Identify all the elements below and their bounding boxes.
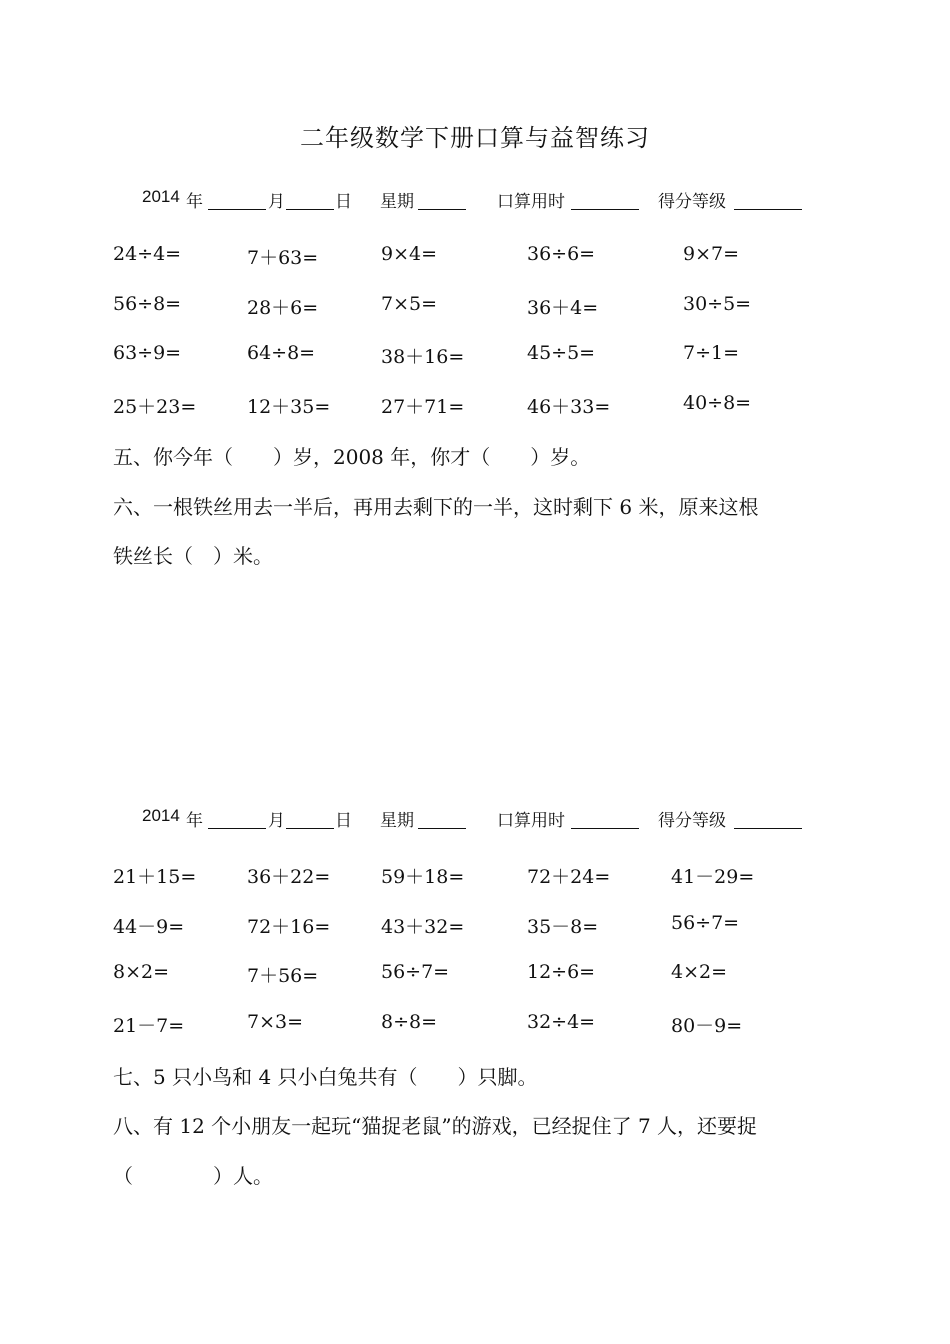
arithmetic-item: 64÷8=	[247, 342, 316, 364]
worksheet-title: 二年级数学下册口算与益智练习	[300, 124, 650, 152]
month-label: 月	[268, 192, 285, 212]
arithmetic-item: 40÷8=	[683, 392, 752, 414]
arithmetic-item: 32÷4=	[527, 1011, 596, 1033]
arithmetic-item: 12＋35=	[247, 396, 331, 418]
month-label: 月	[268, 811, 285, 831]
arithmetic-item: 56÷8=	[113, 293, 182, 315]
word-problem-8-continued: （ ）人。	[113, 1164, 273, 1188]
grade-label: 得分等级	[658, 192, 726, 212]
word-problem-6: 六、一根铁丝用去一半后，再用去剩下的一半，这时剩下 6 米，原来这根	[113, 495, 759, 519]
word-problem-8: 八、有 12 个小朋友一起玩“猫捉老鼠”的游戏，已经捉住了 7 人，还要捉	[113, 1114, 758, 1138]
word-problem-7: 七、5 只小鸟和 4 只小白兔共有（ ）只脚。	[113, 1065, 538, 1089]
arithmetic-item: 56÷7=	[671, 912, 740, 934]
year-label: 年	[186, 811, 203, 831]
arithmetic-item: 28＋6=	[247, 297, 319, 319]
time-used-label: 口算用时	[497, 811, 565, 831]
arithmetic-item: 38＋16=	[381, 346, 465, 368]
arithmetic-item: 35－8=	[527, 916, 599, 938]
arithmetic-item: 45÷5=	[527, 342, 596, 364]
arithmetic-item: 36＋4=	[527, 297, 599, 319]
weekday-label: 星期	[380, 192, 414, 212]
arithmetic-row	[113, 1011, 853, 1041]
time-used-blank[interactable]	[571, 209, 639, 210]
grade-blank[interactable]	[734, 828, 802, 829]
arithmetic-item: 36÷6=	[527, 243, 596, 265]
arithmetic-item: 21－7=	[113, 1015, 185, 1037]
day-label: 日	[335, 192, 352, 212]
day-blank[interactable]	[286, 209, 334, 210]
weekday-label: 星期	[380, 811, 414, 831]
arithmetic-item: 7×3=	[247, 1011, 304, 1033]
weekday-blank[interactable]	[418, 209, 466, 210]
arithmetic-item: 7＋56=	[247, 965, 319, 987]
arithmetic-item: 59＋18=	[381, 866, 465, 888]
arithmetic-row	[113, 961, 853, 991]
arithmetic-item: 56÷7=	[381, 961, 450, 983]
day-blank[interactable]	[286, 828, 334, 829]
arithmetic-item: 12÷6=	[527, 961, 596, 983]
arithmetic-row	[113, 293, 853, 323]
arithmetic-item: 27＋71=	[381, 396, 465, 418]
arithmetic-item: 72＋24=	[527, 866, 611, 888]
arithmetic-item: 72＋16=	[247, 916, 331, 938]
arithmetic-item: 30÷5=	[683, 293, 752, 315]
arithmetic-item: 43＋32=	[381, 916, 465, 938]
arithmetic-item: 80－9=	[671, 1015, 743, 1037]
arithmetic-item: 36＋22=	[247, 866, 331, 888]
arithmetic-item: 9×7=	[683, 243, 740, 265]
arithmetic-item: 25＋23=	[113, 396, 197, 418]
arithmetic-item: 44－9=	[113, 916, 185, 938]
arithmetic-row	[113, 243, 853, 273]
arithmetic-item: 7÷1=	[683, 342, 740, 364]
arithmetic-item: 8÷8=	[381, 1011, 438, 1033]
year-label: 年	[186, 192, 203, 212]
time-used-label: 口算用时	[497, 192, 565, 212]
info-header	[142, 806, 822, 832]
info-header	[142, 187, 822, 213]
year-value: 2014	[142, 806, 180, 825]
arithmetic-item: 63÷9=	[113, 342, 182, 364]
time-used-blank[interactable]	[571, 828, 639, 829]
arithmetic-row	[113, 342, 853, 372]
arithmetic-item: 9×4=	[381, 243, 438, 265]
word-problem-5: 五、你今年（ ）岁，2008 年，你才（ ）岁。	[113, 445, 591, 469]
arithmetic-item: 4×2=	[671, 961, 728, 983]
arithmetic-item: 21＋15=	[113, 866, 197, 888]
arithmetic-item: 8×2=	[113, 961, 170, 983]
arithmetic-item: 24÷4=	[113, 243, 182, 265]
arithmetic-row	[113, 392, 853, 422]
month-blank[interactable]	[208, 209, 266, 210]
arithmetic-item: 46＋33=	[527, 396, 611, 418]
grade-blank[interactable]	[734, 209, 802, 210]
arithmetic-item: 7＋63=	[247, 247, 319, 269]
year-value: 2014	[142, 187, 180, 206]
word-problem-6-continued: 铁丝长（ ）米。	[113, 544, 273, 568]
arithmetic-item: 41－29=	[671, 866, 755, 888]
day-label: 日	[335, 811, 352, 831]
arithmetic-row	[113, 862, 853, 892]
arithmetic-row	[113, 912, 853, 942]
arithmetic-item: 7×5=	[381, 293, 438, 315]
grade-label: 得分等级	[658, 811, 726, 831]
month-blank[interactable]	[208, 828, 266, 829]
weekday-blank[interactable]	[418, 828, 466, 829]
